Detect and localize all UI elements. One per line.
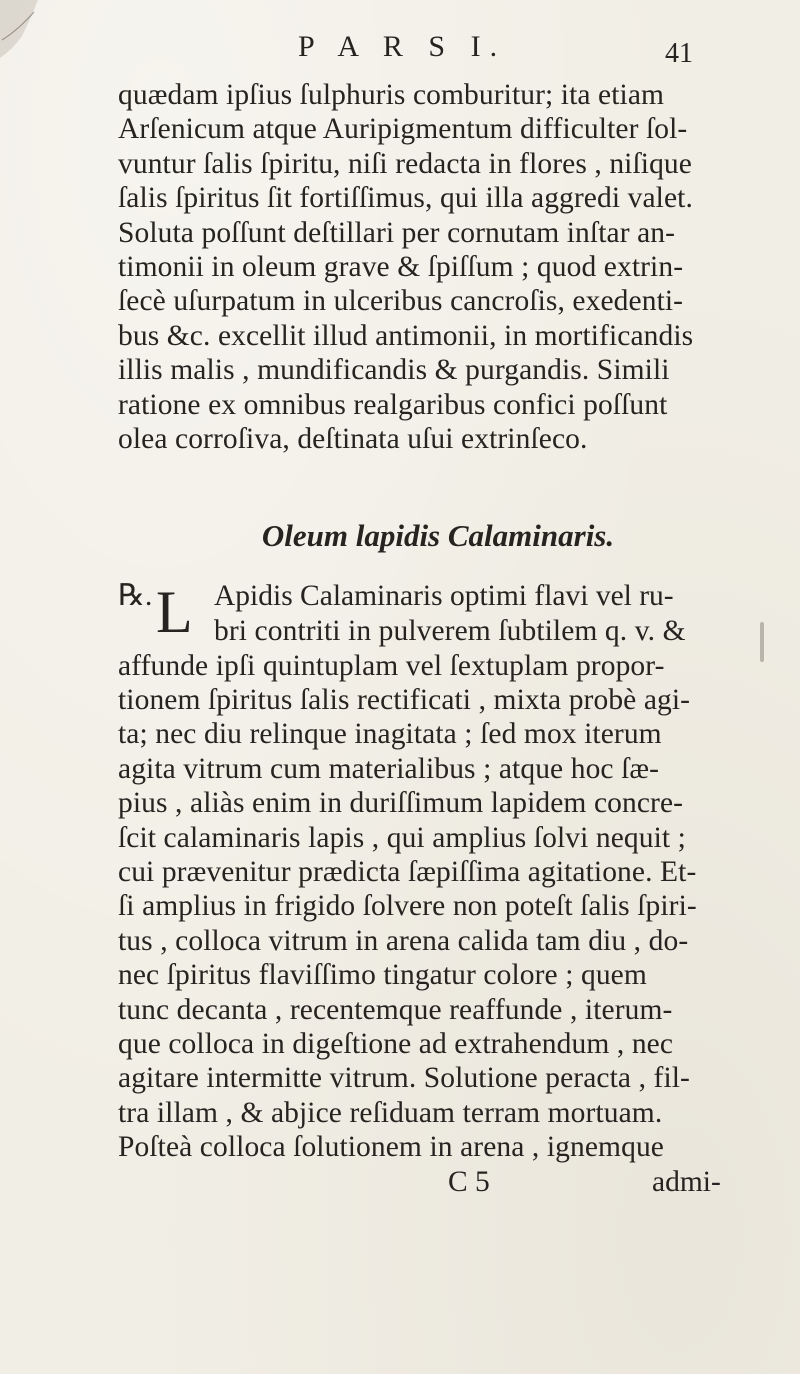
page-header (0, 28, 800, 72)
recipe-line: nec ſpiritus flaviſſimo tingatur colore ; quem (118, 959, 647, 992)
paragraph-1-line: quædam ipſius ſulphuris comburitur; ita etiam (118, 79, 665, 111)
paragraph-1-line: timonii in oleum grave & ſpiſſum ; quod extrin- (118, 250, 684, 283)
recipe-symbol: ℞. (118, 579, 153, 613)
recipe-line: tunc decanta , recentemque reaffunde , iterum- (118, 993, 673, 1026)
recipe-line: cui prævenitur prædicta ſæpiſſima agitatione. Et- (118, 856, 697, 889)
paragraph-1-line: bus &c. excellit illud antimonii, in mortificandis (118, 319, 694, 352)
recipe-line-1: Apidis Calaminaris optimi flavi vel ru- (214, 580, 674, 613)
initial-capital: L (156, 579, 193, 646)
signature-mark: C 5 (448, 1165, 490, 1198)
recipe-line: Poſteà colloca ſolutionem in arena , ignemque (118, 1131, 664, 1164)
recipe-body (118, 649, 778, 1165)
recipe-line: que colloca in digeſtione ad extrahendum , nec (118, 1027, 674, 1060)
body-text (118, 78, 778, 1199)
paragraph-1-line: ratione ex omnibus realgaribus confici poſſunt (118, 388, 668, 421)
recipe-line: tra illam , & abjice reſiduam terram mortuam. (118, 1096, 663, 1129)
paragraph-1-line: ſecè uſurpatum in ulceribus cancroſis, exedenti- (118, 285, 684, 318)
paragraph-1-line: ſalis ſpiritus ſit fortiſſimus, qui illa aggredi valet. (118, 182, 693, 215)
recipe-line: ſi amplius in frigido ſolvere non poteſt ſalis ſpiri- (118, 890, 697, 923)
recipe-line: affunde ipſi quintuplam vel ſextuplam propor- (118, 649, 665, 682)
footer-line (118, 1165, 778, 1199)
recipe-line: agitare intermitte vitrum. Solutione peracta , fil- (118, 1062, 690, 1095)
paragraph-1-line: vuntur ſalis ſpiritu, niſi redacta in flores , niſique (118, 147, 692, 180)
recipe-line: ta; nec diu relinque inagitata ; ſed mox iterum (118, 718, 662, 751)
recipe-line-2: bri contriti in pulverem ſubtilem q. v. & (214, 615, 686, 648)
section-gap (118, 456, 778, 516)
paragraph-1-line: Arſenicum atque Auripigmentum difficulter ſol- (118, 113, 688, 146)
margin-mark (760, 622, 764, 662)
recipe-line: pius , aliàs enim in duriſſimum lapidem concre- (118, 787, 684, 820)
paragraph-1-line: olea corroſiva, deſtinata uſui extrinſeco. (118, 422, 588, 455)
heading-gap (118, 556, 778, 578)
page-number: 41 (665, 38, 693, 69)
recipe-line: tus , colloca vitrum in arena calida tam diu , do- (118, 924, 689, 957)
running-head: P A R S I. (298, 30, 507, 63)
paragraph-1 (118, 78, 778, 456)
paragraph-1-line: Soluta poſſunt deſtillari per cornutam inſtar an- (118, 216, 676, 249)
catchword: admi- (652, 1165, 721, 1198)
recipe-line: tionem ſpiritus ſalis rectificati , mixta probè agi- (118, 684, 691, 717)
recipe-line: agita vitrum cum materialibus ; atque hoc ſæ- (118, 752, 660, 785)
section-heading: Oleum lapidis Calaminaris. (261, 518, 615, 554)
recipe-line: ſcit calaminaris lapis , qui amplius ſolvi nequit ; (118, 821, 686, 854)
paragraph-1-line: illis malis , mundificandis & purgandis. Simili (118, 354, 670, 387)
